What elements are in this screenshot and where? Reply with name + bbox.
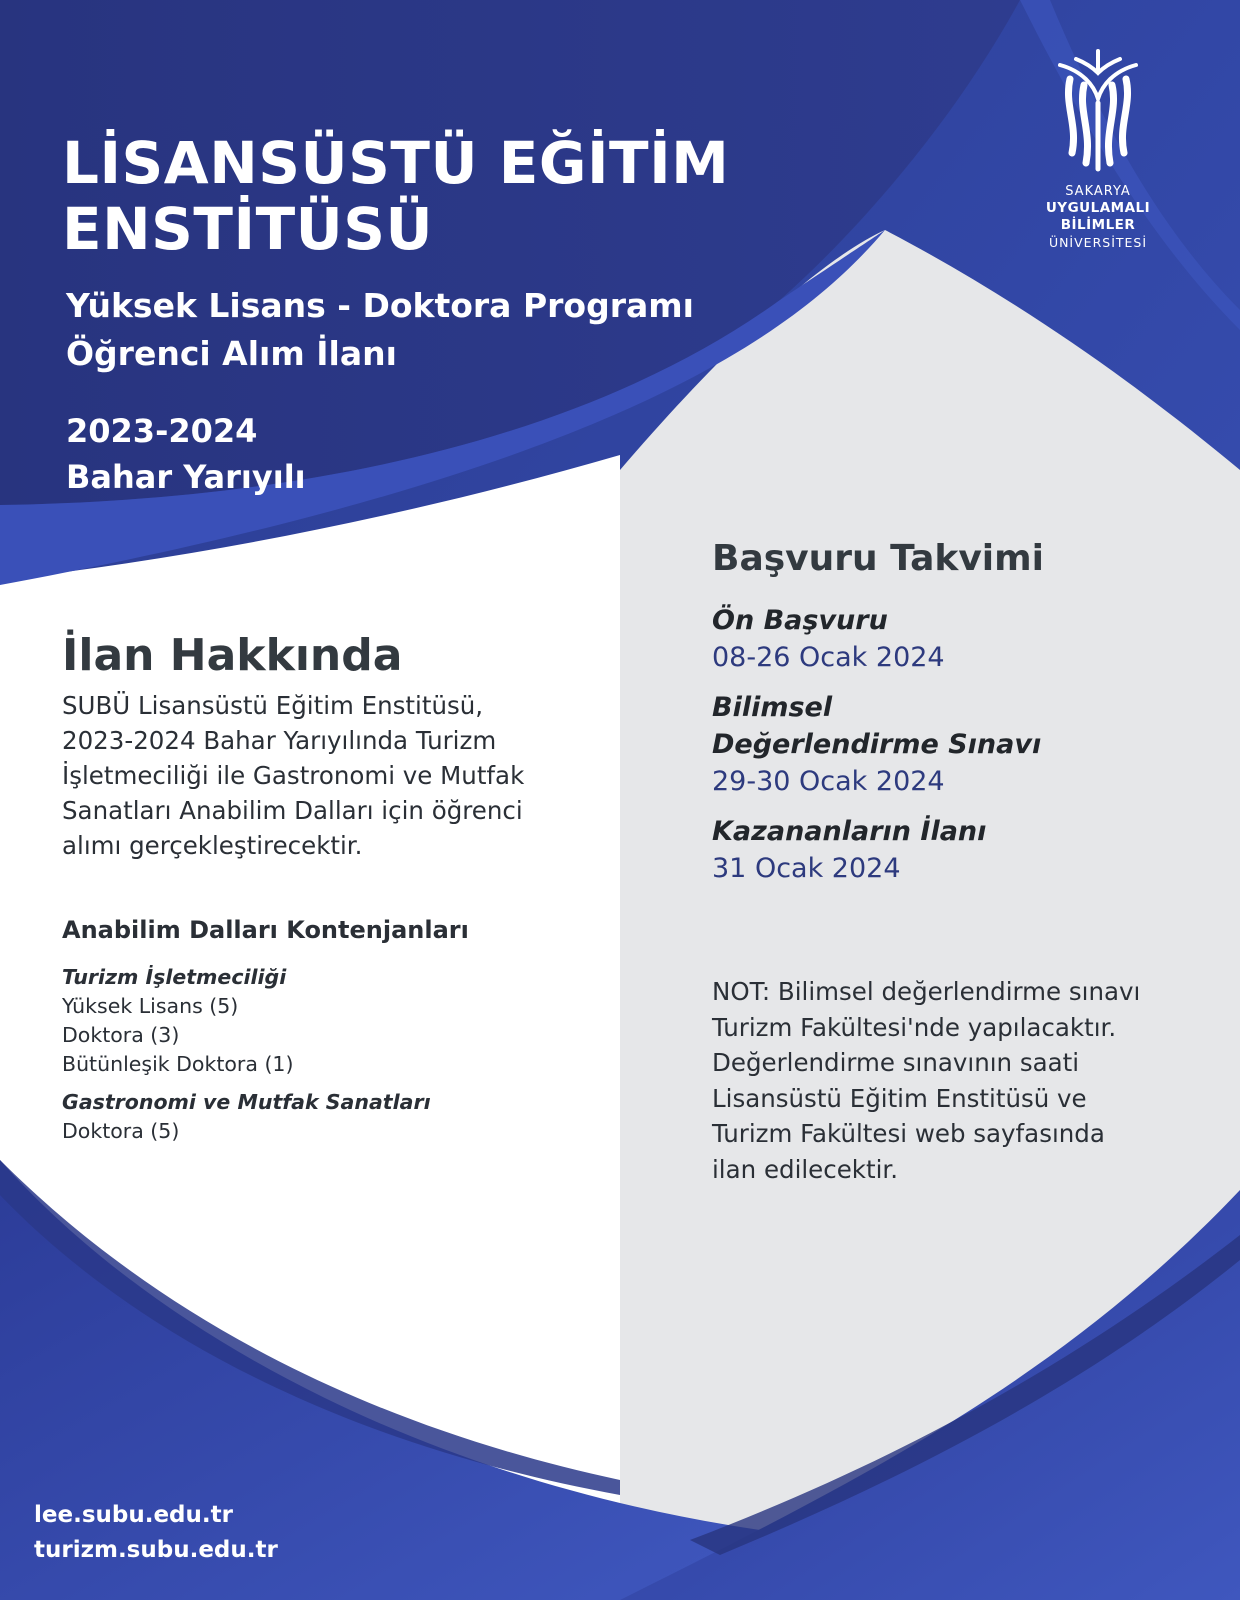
quota-item: Doktora (5): [62, 1119, 180, 1143]
tulip-logo-icon: [1048, 45, 1148, 175]
about-line: İşletmeciliği ile Gastronomi ve Mutfak: [62, 761, 525, 790]
about-line: SUBÜ Lisansüstü Eğitim Enstitüsü,: [62, 691, 484, 720]
quota-item: Yüksek Lisans (5): [62, 994, 239, 1018]
event-label: Kazananların İlanı: [712, 816, 987, 847]
event-label: Bilimsel: [712, 692, 833, 723]
about-line: Sanatları Anabilim Dalları için öğrenci: [62, 796, 523, 825]
note-line: Turizm Fakültesi web sayfasında: [712, 1119, 1105, 1148]
calendar-event: [712, 689, 1041, 801]
footer-links: [34, 1498, 278, 1568]
page-title: [62, 130, 729, 262]
quota-group-title: Gastronomi ve Mutfak Sanatları: [62, 1090, 431, 1114]
event-label: Ön Başvuru: [712, 605, 888, 636]
quota-group-tourism: [62, 962, 431, 1079]
about-heading: İlan Hakkında: [62, 630, 403, 681]
academic-year: 2023-2024: [66, 412, 258, 450]
quotas-list: [62, 962, 431, 1154]
quota-item: Doktora (3): [62, 1023, 180, 1047]
logo-text-line-3: ÜNİVERSİTESİ: [1048, 235, 1148, 250]
link-turizm[interactable]: turizm.subu.edu.tr: [34, 1537, 278, 1563]
note-line: ilan edilecektir.: [712, 1154, 899, 1184]
about-paragraph: [62, 688, 592, 863]
page-subtitle: [66, 282, 694, 378]
note-line: NOT: Bilimsel değerlendirme sınavı: [712, 977, 1141, 1006]
quota-item: Bütünleşik Doktora (1): [62, 1052, 294, 1076]
event-date: 31 Ocak 2024: [712, 853, 901, 884]
logo-text-line-2: UYGULAMALI BİLİMLER: [1045, 200, 1151, 233]
note-line: Değerlendirme sınavının saati: [712, 1048, 1080, 1077]
calendar-event: [712, 813, 1041, 888]
university-logo: [1008, 45, 1188, 251]
semester: Bahar Yarıyılı: [66, 458, 306, 496]
subtitle-line-2: Öğrenci Alım İlanı: [66, 334, 397, 373]
link-lee[interactable]: lee.subu.edu.tr: [34, 1502, 233, 1528]
about-line: alımı gerçekleştirecektir.: [62, 831, 363, 860]
quota-group-title: Turizm İşletmeciliği: [62, 965, 287, 989]
event-date: 08-26 Ocak 2024: [712, 642, 945, 673]
title-line-2: ENSTİTÜSÜ: [62, 195, 434, 263]
about-line: 2023-2024 Bahar Yarıyılında Turizm: [62, 726, 497, 755]
calendar-events: [712, 602, 1041, 900]
calendar-heading: Başvuru Takvimi: [712, 538, 1044, 579]
calendar-event: [712, 602, 1041, 677]
title-line-1: LİSANSÜSTÜ EĞİTİM: [62, 129, 730, 197]
quotas-heading: Anabilim Dalları Kontenjanları: [62, 916, 469, 944]
calendar-note: [712, 974, 1192, 1187]
subtitle-line-1: Yüksek Lisans - Doktora Programı: [66, 286, 694, 325]
event-date: 29-30 Ocak 2024: [712, 766, 945, 797]
quota-group-gastronomy: [62, 1087, 431, 1146]
academic-term: [66, 408, 306, 500]
note-line: Lisansüstü Eğitim Enstitüsü ve: [712, 1083, 1087, 1113]
event-label-line-2: Değerlendirme Sınavı: [712, 729, 1042, 760]
logo-text-line-1: SAKARYA: [1065, 184, 1131, 199]
note-line: Turizm Fakültesi'nde yapılacaktır.: [712, 1012, 1117, 1042]
